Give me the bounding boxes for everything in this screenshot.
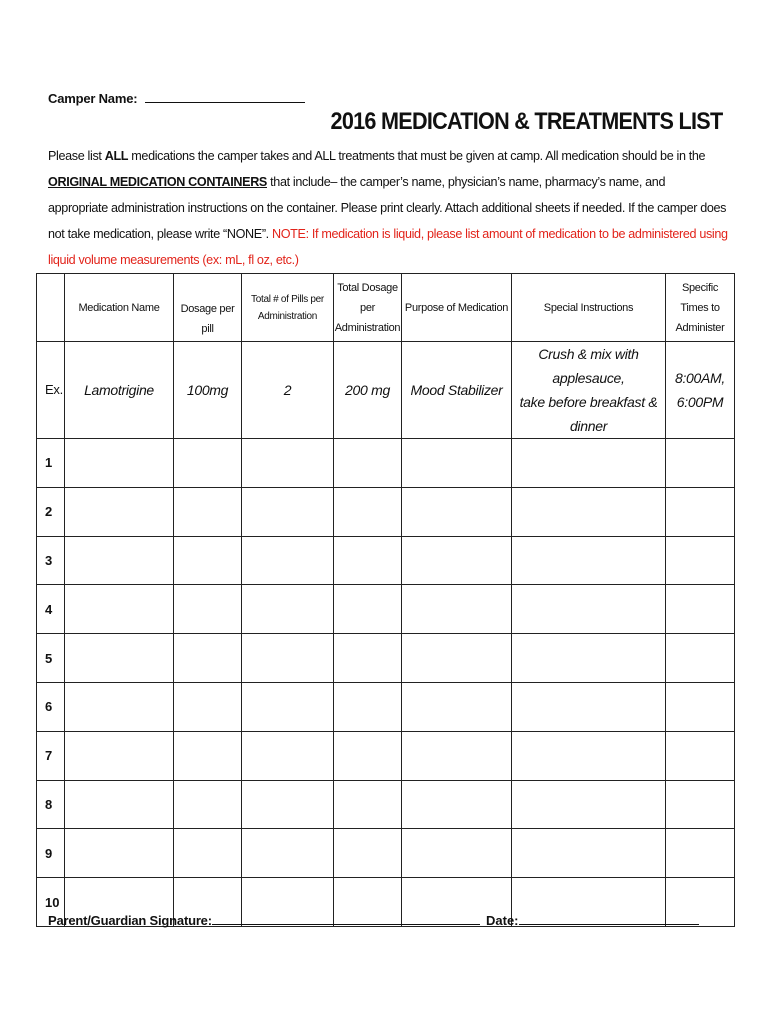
row-number: 3 xyxy=(37,536,65,585)
table-row xyxy=(37,487,735,536)
table-row xyxy=(37,585,735,634)
total-dosage-cell[interactable] xyxy=(334,829,402,878)
row-number: 7 xyxy=(37,731,65,780)
date-line[interactable] xyxy=(519,912,699,925)
dosage-cell[interactable] xyxy=(174,487,242,536)
special-instructions-cell[interactable] xyxy=(512,682,666,731)
medication-name-cell[interactable] xyxy=(65,731,174,780)
times-cell[interactable] xyxy=(666,634,735,683)
table-row xyxy=(37,780,735,829)
row-number: 6 xyxy=(37,682,65,731)
medication-name-cell[interactable] xyxy=(65,439,174,488)
dosage-cell[interactable] xyxy=(174,731,242,780)
table-row xyxy=(37,682,735,731)
example-times-line1: 8:00AM, xyxy=(674,370,726,386)
medication-name-cell[interactable] xyxy=(65,585,174,634)
example-purpose: Mood Stabilizer xyxy=(402,342,512,439)
medication-name-cell[interactable] xyxy=(65,829,174,878)
times-cell[interactable] xyxy=(666,585,735,634)
total-dosage-cell[interactable] xyxy=(334,682,402,731)
example-times-line2: 6:00PM xyxy=(676,394,724,410)
purpose-cell[interactable] xyxy=(402,780,512,829)
header-medication-name: Medication Name xyxy=(65,274,174,342)
camper-name-field[interactable] xyxy=(48,90,305,106)
special-instructions-cell[interactable] xyxy=(512,829,666,878)
times-cell[interactable] xyxy=(666,439,735,488)
header-total-dosage-line3: Administration xyxy=(334,321,401,334)
total-dosage-cell[interactable] xyxy=(334,585,402,634)
row-number: 4 xyxy=(37,585,65,634)
instructions-emphasis: ALL xyxy=(104,149,129,163)
header-times-line3: Administer xyxy=(675,321,725,334)
special-instructions-cell[interactable] xyxy=(512,731,666,780)
pills-cell[interactable] xyxy=(242,829,334,878)
times-cell[interactable] xyxy=(666,536,735,585)
header-dosage-per-pill xyxy=(174,274,242,342)
pills-cell[interactable] xyxy=(242,585,334,634)
header-times-line1: Specific xyxy=(681,281,719,294)
form-title: 2016 MEDICATION & TREATMENTS LIST xyxy=(330,108,722,135)
instructions-original-containers: ORIGINAL MEDICATION CONTAINERS xyxy=(48,175,267,189)
row-number: 2 xyxy=(37,487,65,536)
date-field[interactable] xyxy=(486,912,699,928)
example-special-line2: take before breakfast & dinner xyxy=(519,394,658,434)
dosage-cell[interactable] xyxy=(174,829,242,878)
pills-cell[interactable] xyxy=(242,780,334,829)
example-pills: 2 xyxy=(242,342,334,439)
special-instructions-cell[interactable] xyxy=(512,780,666,829)
dosage-cell[interactable] xyxy=(174,682,242,731)
special-instructions-cell[interactable] xyxy=(512,536,666,585)
total-dosage-cell[interactable] xyxy=(334,780,402,829)
total-dosage-cell[interactable] xyxy=(334,439,402,488)
medications-table-body xyxy=(37,342,735,927)
total-dosage-cell[interactable] xyxy=(334,634,402,683)
row-number: 8 xyxy=(37,780,65,829)
medication-name-cell[interactable] xyxy=(65,780,174,829)
header-total-dosage-line1: Total Dosage xyxy=(337,281,398,294)
header-total-pills-line1: Total # of Pills per xyxy=(251,293,324,305)
dosage-cell[interactable] xyxy=(174,439,242,488)
table-row xyxy=(37,536,735,585)
row-number: 10 xyxy=(37,878,65,927)
purpose-cell[interactable] xyxy=(402,536,512,585)
pills-cell[interactable] xyxy=(242,439,334,488)
camper-name-line[interactable] xyxy=(145,90,305,103)
special-instructions-cell[interactable] xyxy=(512,487,666,536)
row-number: 1 xyxy=(37,439,65,488)
instructions-text: medications the camper takes and ALL treatments that must be given at camp. All medication should be in the xyxy=(128,149,706,163)
dosage-cell[interactable] xyxy=(174,585,242,634)
table-row xyxy=(37,439,735,488)
header-purpose: Purpose of Medication xyxy=(402,274,512,342)
example-row xyxy=(37,342,735,439)
pills-cell[interactable] xyxy=(242,731,334,780)
table-row xyxy=(37,731,735,780)
medication-name-cell[interactable] xyxy=(65,682,174,731)
instructions-text: that include– the camper’s name, physician’s name, pharmacy’s name, and appropriate administration instructions on the container. Please print clearly. Attach additional sheets if needed. If the camper does not take medication, please write “NONE”. xyxy=(48,175,727,241)
example-dosage: 100mg xyxy=(174,342,242,439)
special-instructions-cell[interactable] xyxy=(512,634,666,683)
dosage-cell[interactable] xyxy=(174,780,242,829)
example-medication-name: Lamotrigine xyxy=(65,342,174,439)
instructions-text: Please list xyxy=(48,149,105,163)
example-special-instructions xyxy=(512,342,666,439)
total-dosage-cell[interactable] xyxy=(334,487,402,536)
signature-label: Parent/Guardian Signature: xyxy=(48,913,212,928)
total-dosage-cell[interactable] xyxy=(334,731,402,780)
times-cell[interactable] xyxy=(666,487,735,536)
example-times xyxy=(666,342,735,439)
signature-line[interactable] xyxy=(212,912,480,925)
pills-cell[interactable] xyxy=(242,682,334,731)
purpose-cell[interactable] xyxy=(402,731,512,780)
pills-cell[interactable] xyxy=(242,487,334,536)
header-times-line2: Times to xyxy=(680,301,720,314)
guardian-signature-field[interactable] xyxy=(48,912,480,928)
header-number xyxy=(37,274,65,342)
times-cell[interactable] xyxy=(666,780,735,829)
header-total-dosage xyxy=(334,274,402,342)
header-specific-times xyxy=(666,274,735,342)
table-row xyxy=(37,829,735,878)
table-header-row xyxy=(37,274,735,342)
medication-name-cell[interactable] xyxy=(65,536,174,585)
purpose-cell[interactable] xyxy=(402,829,512,878)
example-total-dosage: 200 mg xyxy=(334,342,402,439)
purpose-cell[interactable] xyxy=(402,634,512,683)
purpose-cell[interactable] xyxy=(402,439,512,488)
date-label: Date: xyxy=(486,913,519,928)
times-cell[interactable] xyxy=(666,829,735,878)
camper-name-label: Camper Name: xyxy=(48,91,138,106)
table-row xyxy=(37,634,735,683)
example-special-line1: Crush & mix with applesauce, xyxy=(538,346,639,386)
header-total-pills-line2: Administration xyxy=(257,310,318,322)
purpose-cell[interactable] xyxy=(402,682,512,731)
row-number: 5 xyxy=(37,634,65,683)
header-total-dosage-line2: per xyxy=(360,301,375,314)
medication-name-cell[interactable] xyxy=(65,487,174,536)
times-cell[interactable] xyxy=(666,731,735,780)
dosage-cell[interactable] xyxy=(174,536,242,585)
special-instructions-cell[interactable] xyxy=(512,439,666,488)
row-number: 9 xyxy=(37,829,65,878)
total-dosage-cell[interactable] xyxy=(334,536,402,585)
pills-cell[interactable] xyxy=(242,536,334,585)
medications-table xyxy=(36,273,735,927)
header-special-instructions: Special Instructions xyxy=(512,274,666,342)
header-total-pills xyxy=(242,274,334,342)
medication-name-cell[interactable] xyxy=(65,634,174,683)
times-cell[interactable] xyxy=(666,682,735,731)
purpose-cell[interactable] xyxy=(402,585,512,634)
header-dosage-label: Dosage per pill xyxy=(180,302,235,335)
pills-cell[interactable] xyxy=(242,634,334,683)
purpose-cell[interactable] xyxy=(402,487,512,536)
example-label: Ex. xyxy=(37,342,65,439)
liquid-medication-note: NOTE: If medication is liquid, please list amount of medication to be administered using liquid volume measurements (ex: mL, fl oz, etc.) xyxy=(48,227,728,267)
special-instructions-cell[interactable] xyxy=(512,585,666,634)
dosage-cell[interactable] xyxy=(174,634,242,683)
instructions-paragraph xyxy=(48,143,728,273)
